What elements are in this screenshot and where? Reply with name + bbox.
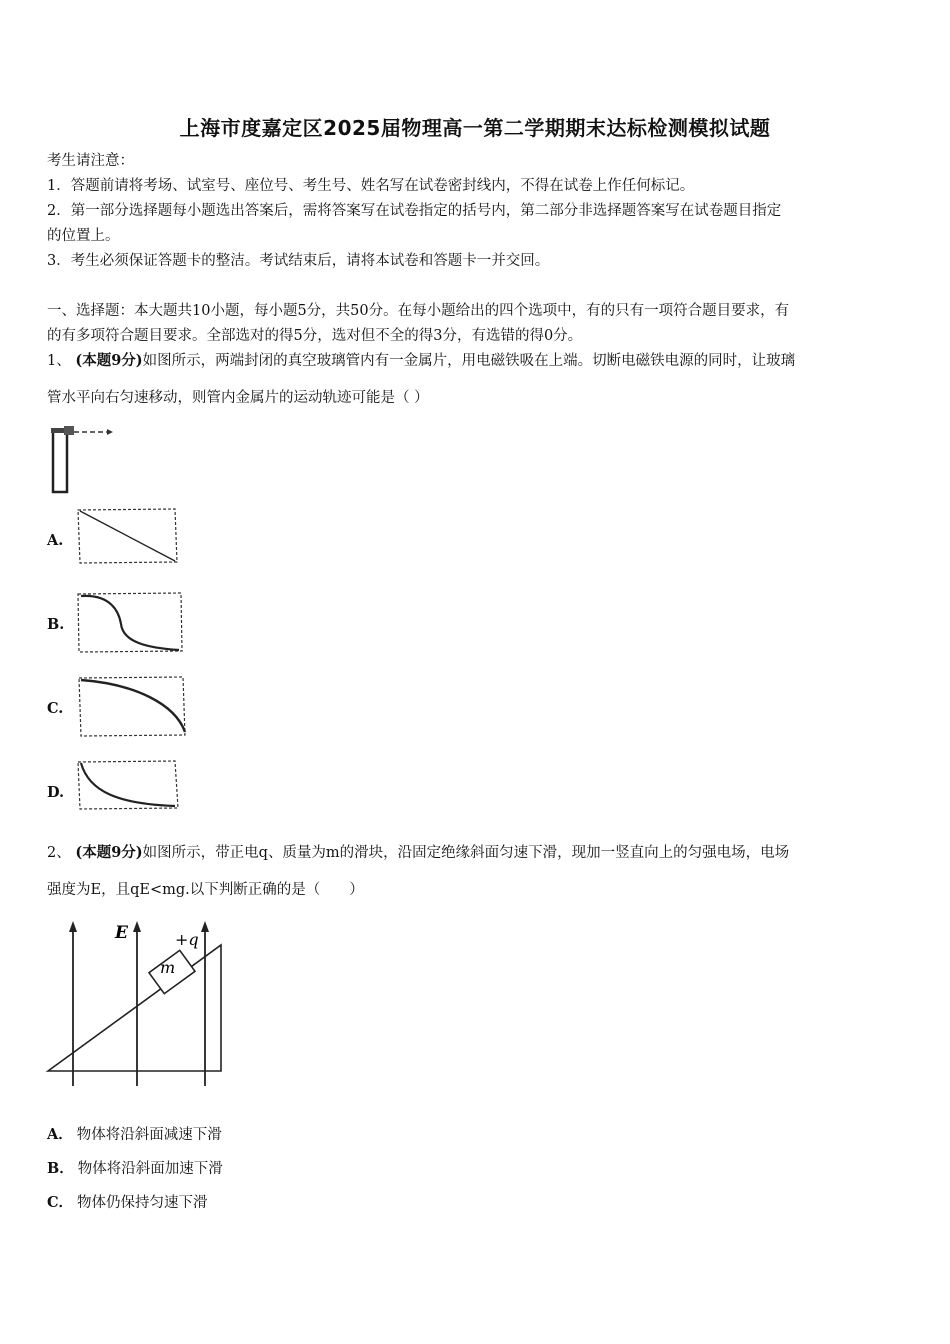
q2-incline-figure xyxy=(45,918,235,1093)
q1-option-d-diagram xyxy=(75,758,183,814)
q2-field-label: E xyxy=(115,923,128,943)
q1-option-d-label: D. xyxy=(47,784,65,801)
notice-item-2-cont: 的位置上。 xyxy=(47,228,120,244)
notice-item-2: 2．第一部分选择题每小题选出答案后，需将答案写在试卷指定的括号内，第二部分非选择题答案写在试卷题目指定 xyxy=(47,203,782,219)
q1-tube-figure xyxy=(45,424,120,498)
q1-option-c-diagram xyxy=(75,674,190,740)
page-title: 上海市度嘉定区2025届物理高一第二学期期末达标检测模拟试题 xyxy=(179,116,771,140)
q2-stem-line2: 强度为E，且qE<mg.以下判断正确的是（ ） xyxy=(47,882,364,898)
q2-choice-a-label: A． xyxy=(47,1126,73,1143)
q1-option-b-label: B. xyxy=(47,616,65,633)
q2-mass-label: m xyxy=(160,958,176,977)
q1-option-a-diagram xyxy=(75,506,180,566)
q2-number: 2、 xyxy=(47,845,71,861)
q1-text: 如图所示，两端封闭的真空玻璃管内有一金属片，用电磁铁吸在上端。切断电磁铁电源的同时，让玻璃 xyxy=(142,353,796,369)
q2-choice-c-label: C． xyxy=(47,1194,74,1211)
q2-text: 如图所示，带正电q、质量为m的滑块，沿固定绝缘斜面匀速下滑，现加一竖直向上的匀强电场，电场 xyxy=(142,845,790,861)
q1-option-c-label: C. xyxy=(47,700,64,717)
notice-heading: 考生请注意： xyxy=(47,153,134,169)
q2-stem-line1 xyxy=(47,842,907,864)
q2-choice-b-text: 物体将沿斜面加速下滑 xyxy=(77,1161,223,1177)
q2-score: (本题9分) xyxy=(75,844,143,861)
notice-item-1: 1．答题前请将考场、试室号、座位号、考生号、姓名写在试卷密封线内，不得在试卷上作任何标记。 xyxy=(47,178,695,194)
q1-stem-line1 xyxy=(47,350,907,372)
q1-stem-line2: 管水平向右匀速移动，则管内金属片的运动轨迹可能是（ ） xyxy=(47,390,429,406)
q1-option-a-label: A. xyxy=(47,532,64,549)
q2-choice-a xyxy=(47,1123,222,1144)
q1-score: (本题9分) xyxy=(75,352,143,369)
q1-number: 1、 xyxy=(47,353,71,369)
q1-option-b-diagram xyxy=(75,590,187,656)
section-intro-line2: 的有多项符合题目要求。全部选对的得5分，选对但不全的得3分，有选错的得0分。 xyxy=(47,328,583,344)
q2-choice-b xyxy=(47,1157,223,1178)
q2-choice-c-text: 物体仍保持匀速下滑 xyxy=(77,1195,208,1211)
notice-item-3: 3．考生必须保证答题卡的整洁。考试结束后，请将本试卷和答题卡一并交回。 xyxy=(47,253,550,269)
section-intro-line1: 一、选择题：本大题共10小题，每小题5分，共50分。在每小题给出的四个选项中，有的只有一项符合题目要求，有 xyxy=(47,303,790,319)
q2-choice-c xyxy=(47,1191,208,1212)
q2-choice-b-label: B． xyxy=(47,1160,74,1177)
q2-choice-a-text: 物体将沿斜面减速下滑 xyxy=(76,1127,222,1143)
q2-charge-label: +q xyxy=(175,930,199,949)
